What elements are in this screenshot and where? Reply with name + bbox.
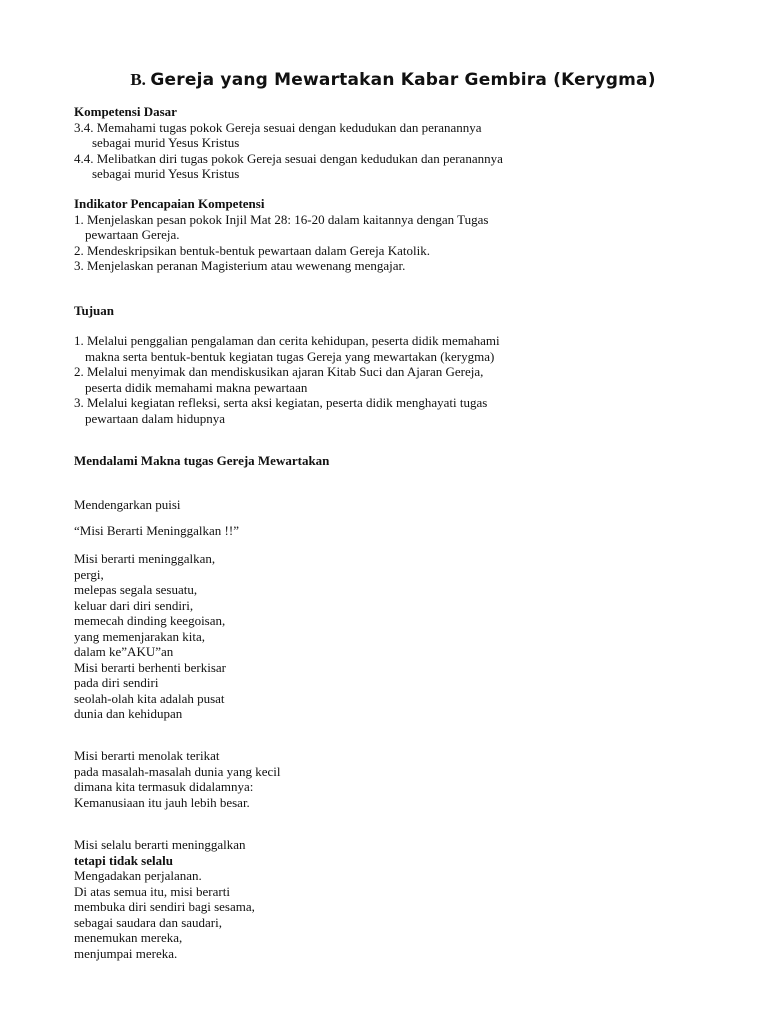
- tujuan-line: peserta didik memahami makna pewartaan: [85, 379, 308, 395]
- poem-line: Kemanusiaan itu jauh lebih besar.: [74, 794, 250, 810]
- tujuan-line: 1. Melalui penggalian pengalaman dan cerita kehidupan, peserta didik memahami: [74, 333, 500, 348]
- poem-line: menemukan mereka,: [74, 930, 183, 945]
- indikator-heading: Indikator Pencapaian Kompetensi: [74, 196, 265, 211]
- kompetensi-line: 4.4. Melibatkan diri tugas pokok Gereja sesuai dengan kedudukan dan peranannya: [74, 150, 503, 166]
- tujuan-section: [74, 333, 714, 426]
- puisi-intro: Mendengarkan puisi: [74, 497, 181, 512]
- poem-line: Di atas semua itu, misi berarti: [74, 883, 230, 899]
- kompetensi-line: sebagai murid Yesus Kristus: [92, 166, 240, 181]
- page-title: [0, 67, 768, 92]
- tujuan-heading: Tujuan: [74, 303, 114, 318]
- poem-line: Misi berarti menolak terikat: [74, 748, 220, 763]
- puisi-intro-block: [74, 497, 714, 513]
- poem-line: pada masalah-masalah dunia yang kecil: [74, 763, 281, 779]
- poem-line: keluar dari diri sendiri,: [74, 597, 194, 613]
- indikator-line: 3. Menjelaskan peranan Magisterium atau wewenang mengajar.: [74, 258, 406, 273]
- puisi-stanza-1: [74, 551, 714, 722]
- poem-line: Misi berarti berhenti berkisar: [74, 659, 226, 675]
- kompetensi-line: 3.4. Memahami tugas pokok Gereja sesuai dengan kedudukan dan peranannya: [74, 119, 482, 135]
- tujuan-line: makna serta bentuk-bentuk kegiatan tugas Gereja yang mewartakan (kerygma): [85, 348, 495, 364]
- puisi-stanza-2: [74, 748, 714, 810]
- poem-line: dunia dan kehidupan: [74, 706, 183, 721]
- puisi-title: “Misi Berarti Meninggalkan !!”: [74, 523, 239, 538]
- poem-line: yang memenjarakan kita,: [74, 628, 206, 644]
- poem-line: Mengadakan perjalanan.: [74, 868, 202, 883]
- tujuan-heading-block: [74, 303, 714, 319]
- puisi-stanza-3: [74, 837, 714, 961]
- puisi-title-block: [74, 523, 714, 539]
- poem-line-bold: tetapi tidak selalu: [74, 852, 173, 868]
- kompetensi-section: [74, 104, 714, 182]
- mendalami-section: [74, 453, 714, 469]
- indikator-section: [74, 196, 714, 274]
- kompetensi-heading: Kompetensi Dasar: [74, 104, 177, 119]
- indikator-line: 1. Menjelaskan pesan pokok Injil Mat 28: 16-20 dalam kaitannya dengan Tugas: [74, 211, 489, 227]
- indikator-line: 2. Mendeskripsikan bentuk-bentuk pewartaan dalam Gereja Katolik.: [74, 242, 430, 258]
- poem-line: seolah-olah kita adalah pusat: [74, 690, 225, 706]
- poem-line: Misi selalu berarti meninggalkan: [74, 837, 246, 852]
- indikator-line: pewartaan Gereja.: [85, 227, 180, 242]
- kompetensi-line: sebagai murid Yesus Kristus: [92, 135, 240, 150]
- title-prefix: B.: [130, 70, 146, 89]
- poem-line: memecah dinding keegoisan,: [74, 613, 226, 628]
- poem-line: pergi,: [74, 566, 104, 582]
- mendalami-heading: Mendalami Makna tugas Gereja Mewartakan: [74, 453, 330, 468]
- tujuan-line: pewartaan dalam hidupnya: [85, 410, 226, 426]
- poem-line: melepas segala sesuatu,: [74, 582, 198, 597]
- tujuan-line: 2. Melalui menyimak dan mendiskusikan ajaran Kitab Suci dan Ajaran Gereja,: [74, 364, 484, 379]
- poem-line: dalam ke”AKU”an: [74, 644, 174, 659]
- poem-line: dimana kita termasuk didalamnya:: [74, 779, 254, 794]
- poem-line: Misi berarti meninggalkan,: [74, 551, 216, 566]
- tujuan-line: 3. Melalui kegiatan refleksi, serta aksi kegiatan, peserta didik menghayati tugas: [74, 395, 488, 410]
- poem-line: pada diri sendiri: [74, 675, 159, 690]
- poem-line: menjumpai mereka.: [74, 945, 178, 961]
- title-text: Gereja yang Mewartakan Kabar Gembira (Kerygma): [150, 70, 656, 90]
- poem-line: membuka diri sendiri bagi sesama,: [74, 899, 255, 914]
- poem-line: sebagai saudara dan saudari,: [74, 914, 222, 930]
